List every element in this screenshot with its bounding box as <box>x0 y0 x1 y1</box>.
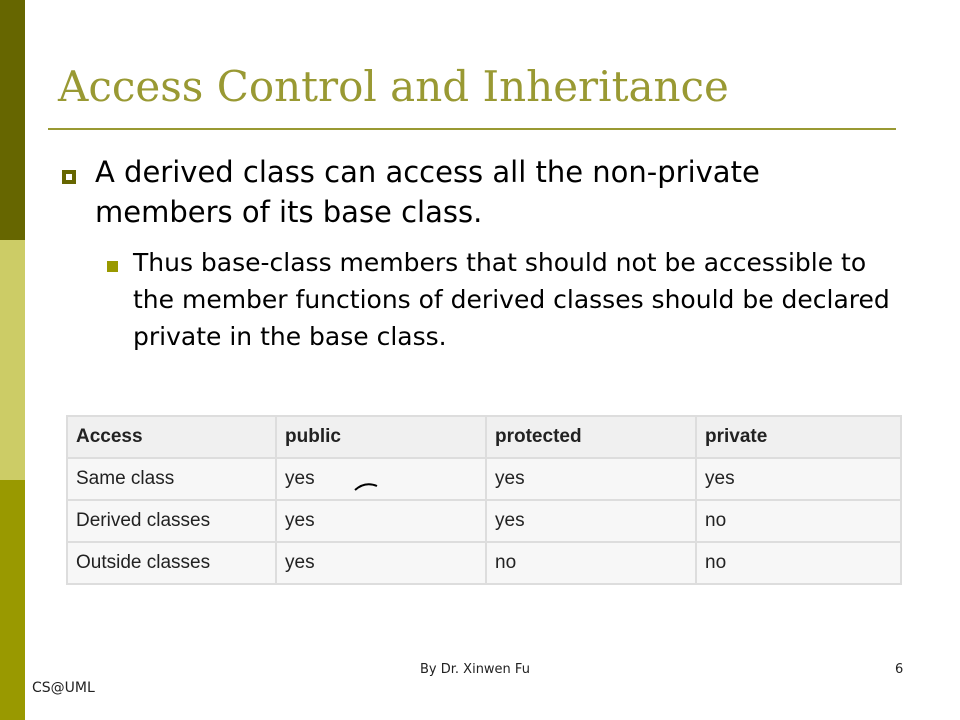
table-row <box>67 500 901 542</box>
table-cell: yes <box>486 500 696 542</box>
table-cell: yes <box>696 458 901 500</box>
table-cell: Same class <box>67 458 276 500</box>
table-cell: Outside classes <box>67 542 276 584</box>
table-cell: yes <box>276 500 486 542</box>
table-cell: Derived classes <box>67 500 276 542</box>
side-bar-bottom <box>0 480 25 720</box>
title-underline <box>48 128 896 130</box>
square-bullet-icon <box>62 170 76 184</box>
bullet-text-2: Thus base-class members that should not be accessible to the member functions of derived classes should be declared private in the base class. <box>133 248 890 351</box>
footer-author: By Dr. Xinwen Fu <box>420 662 530 677</box>
bullet-text-1: A derived class can access all the non-private members of its base class. <box>95 155 760 229</box>
pen-stroke-mark <box>353 480 379 492</box>
header-public: public <box>276 416 486 458</box>
header-protected: protected <box>486 416 696 458</box>
footer-org: CS@UML <box>32 680 95 696</box>
table-cell: yes <box>276 458 486 500</box>
header-access: Access <box>67 416 276 458</box>
table-cell: no <box>486 542 696 584</box>
table-header-row <box>67 416 901 458</box>
table-cell: yes <box>486 458 696 500</box>
access-table <box>66 415 902 585</box>
page-number: 6 <box>895 662 904 677</box>
header-private: private <box>696 416 901 458</box>
slide-title: Access Control and Inheritance <box>58 62 729 111</box>
side-bar-top <box>0 0 25 240</box>
table-cell: yes <box>276 542 486 584</box>
side-bar-middle <box>0 240 25 480</box>
table-row <box>67 458 901 500</box>
table-cell: no <box>696 500 901 542</box>
table-row <box>67 542 901 584</box>
table-cell: no <box>696 542 901 584</box>
sub-bullet-icon <box>107 261 118 272</box>
